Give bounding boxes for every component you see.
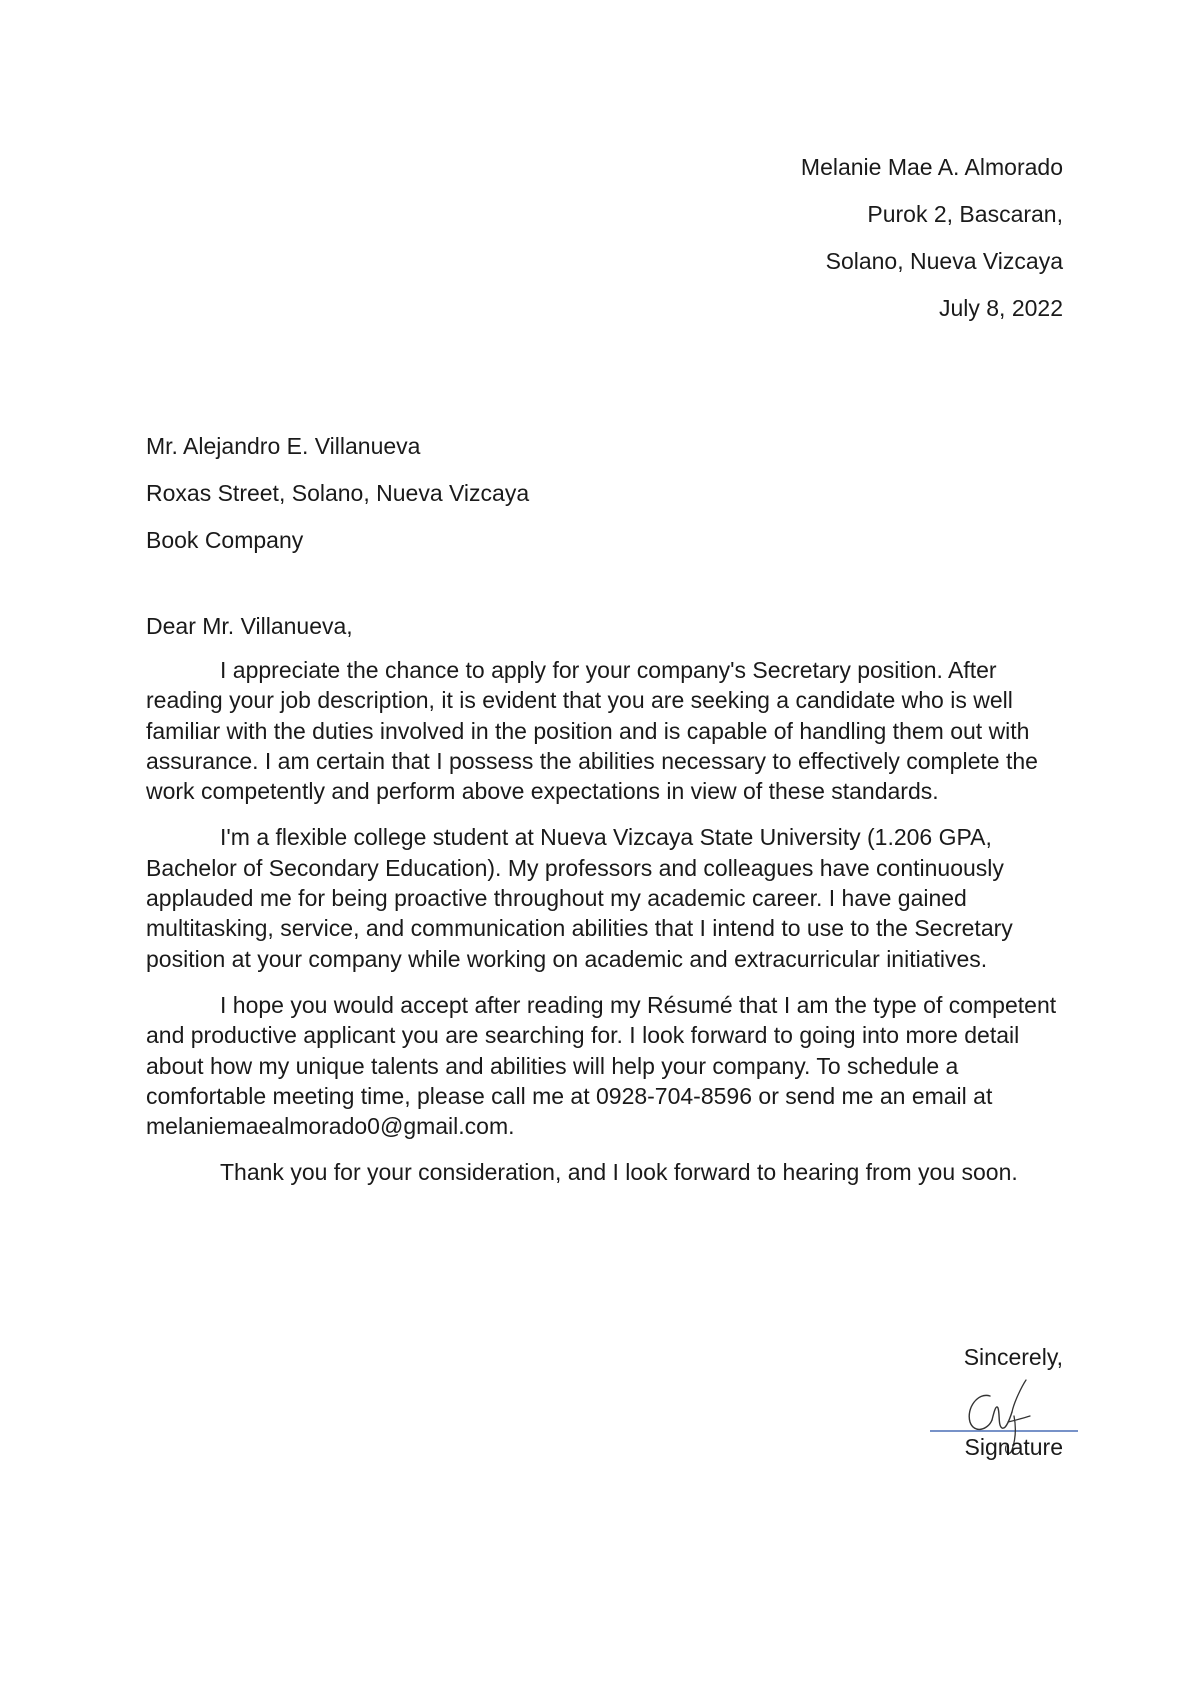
letter-body xyxy=(146,655,1064,1204)
body-paragraph: I hope you would accept after reading my Résumé that I am the type of competent and productive applicant you are searching for. I look forward to going into more detail about how my unique talents and abilities will help your company. To schedule a comfortable meeting time, please call me at 0928-704-8596 or send me an email at melaniemaealmorado0@gmail.com. xyxy=(146,991,1057,1140)
sender-name: Melanie Mae A. Almorado xyxy=(800,154,1063,180)
letter-date: July 8, 2022 xyxy=(938,295,1063,321)
recipient-company: Book Company xyxy=(146,527,304,553)
body-paragraph: Thank you for your consideration, and I look forward to hearing from you soon. xyxy=(220,1159,1018,1186)
recipient-block xyxy=(146,423,529,564)
sender-address-line1: Purok 2, Bascaran, xyxy=(867,201,1063,227)
body-paragraph: I'm a flexible college student at Nueva Vizcaya State University (1.206 GPA, Bachelor of Secondary Education). My professors and colleagues have continuously applauded me for being proactive throughout my academic career. I have gained multitasking, service, and communication abilities that I intend to use to the Secretary position at your company while working on academic and extracurricular initiatives. xyxy=(146,824,1013,972)
body-paragraph: I appreciate the chance to apply for your company's Secretary position. After reading your job description, it is evident that you are seeking a candidate who is well familiar with the duties involved in the position and is capable of handling them out with assurance. I am certain that I possess the abilities necessary to effectively complete the work competently and perform above expectations in view of these standards. xyxy=(146,657,1038,805)
sender-address-line2: Solano, Nueva Vizcaya xyxy=(825,248,1063,274)
recipient-address: Roxas Street, Solano, Nueva Vizcaya xyxy=(146,480,530,506)
sender-block xyxy=(801,144,1063,332)
signature-label: Signature xyxy=(964,1434,1063,1460)
salutation: Dear Mr. Villanueva, xyxy=(146,613,353,639)
closing: Sincerely, xyxy=(963,1344,1063,1370)
recipient-name: Mr. Alejandro E. Villanueva xyxy=(146,433,421,459)
